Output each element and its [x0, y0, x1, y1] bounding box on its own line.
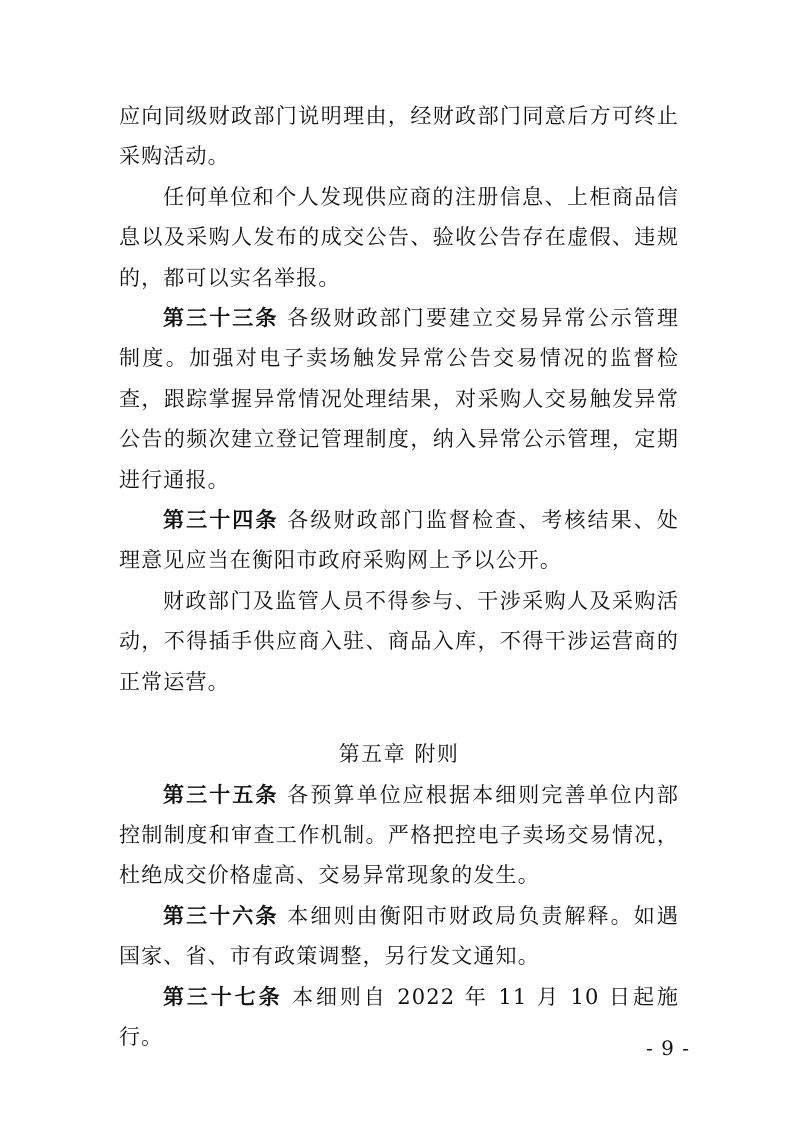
paragraph-text: 本细则由衡阳市财政局负责解释。如遇国家、省、市有政策调整，另行发文通知。: [119, 903, 680, 969]
paragraph-text: 各级财政部门要建立交易异常公示管理制度。加强对电子卖场触发异常公告交易情况的监督检查，跟踪掌握异常情况处理结果，对采购人交易触发异常公告的频次建立登记管理制度，纳入异常公示管理，定期进行通报。: [119, 306, 680, 492]
chapter-title: 第五章 附则: [338, 742, 460, 767]
paragraph-continuation: [119, 96, 679, 177]
article-35: [119, 775, 679, 896]
article-37: [119, 977, 679, 1058]
paragraph-report: [119, 177, 679, 298]
article-34: [119, 500, 679, 581]
paragraph-text: 财政部门及监管人员不得参与、干涉采购人及采购活动，不得插手供应商入驻、商品入库，不得干涉运营商的正常运营。: [119, 588, 679, 694]
article-36: [119, 896, 679, 977]
article-number: 第三十四条: [163, 507, 279, 533]
article-number: 第三十七条: [163, 983, 283, 1009]
document-body: [119, 96, 679, 1057]
paragraph-text: 任何单位和个人发现供应商的注册信息、上柜商品信息以及采购人发布的成交公告、验收公告存在虚假、违规的，都可以实名举报。: [119, 184, 679, 290]
article-number: 第三十六条: [163, 902, 279, 928]
article-number: 第三十五条: [163, 781, 279, 807]
paragraph-text: 各预算单位应根据本细则完善单位内部控制制度和审查工作机制。严格把控电子卖场交易情况，杜绝成交价格虚高、交易异常现象的发生。: [119, 782, 680, 888]
paragraph-text: 应向同级财政部门说明理由，经财政部门同意后方可终止采购活动。: [119, 104, 679, 169]
page-number: - 9 -: [646, 1036, 690, 1060]
paragraph-oversight: [119, 581, 679, 702]
article-number: 第三十三条: [163, 305, 279, 331]
paragraph-text: 各级财政部门监督检查、考核结果、处理意见应当在衡阳市政府采购网上予以公开。: [119, 508, 680, 573]
paragraph-text: 本细则自 2022 年 11 月 10 日起施行。: [119, 984, 680, 1049]
article-33: [119, 298, 679, 500]
